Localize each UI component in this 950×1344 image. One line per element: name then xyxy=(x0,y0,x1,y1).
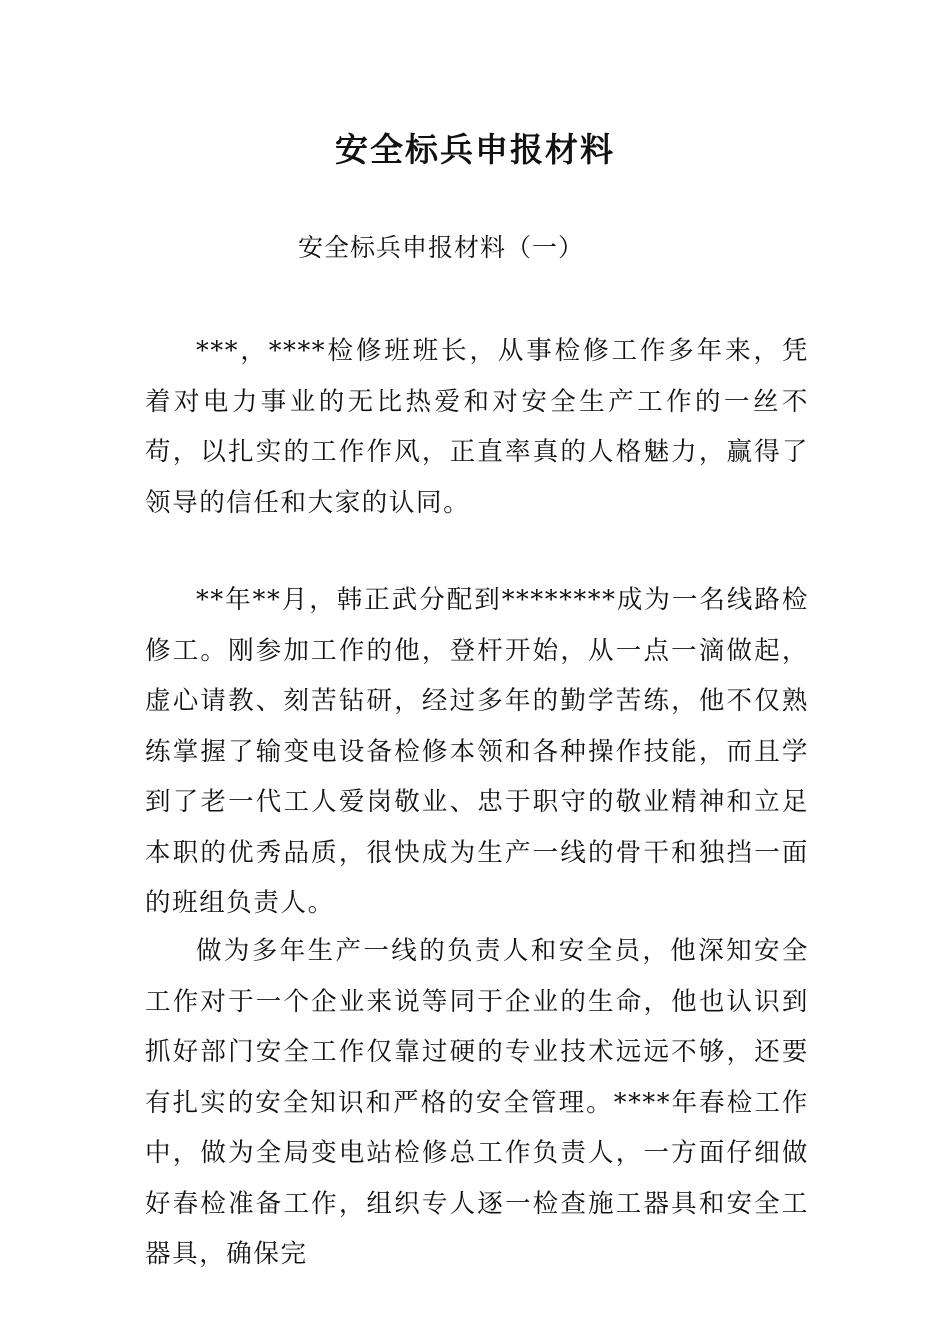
paragraph-3: 做为多年生产一线的负责人和安全员，他深知安全工作对于一个企业来说等同于企业的生命，他也认识到抓好部门安全工作仅靠过硬的专业技术远远不够，还要有扎实的安全知识和严格的安全管理。****年春检工作中，做为全局变电站检修总工作负责人，一方面仔细做好春检准备工作，组织专人逐一检查施工器具和安全工器具，确保完 xyxy=(145,936,809,1269)
document-subtitle: 安全标兵申报材料（一） xyxy=(298,233,585,262)
paragraph-2: **年**月，韩正武分配到********成为一名线路检修工。刚参加工作的他，登杆开始，从一点一滴做起，虚心请教、刻苦钻研，经过多年的勤学苦练，他不仅熟练掌握了输变电设备检修本领和各种操作技能，而且学到了老一代工人爱岗敬业、忠于职守的敬业精神和立足本职的优秀品质，很快成为生产一线的骨干和独挡一面的班组负责人。 xyxy=(145,585,809,918)
document-title: 安全标兵申报材料 xyxy=(335,130,615,169)
paragraph-1: ***，****检修班班长，从事检修工作多年来，凭着对电力事业的无比热爱和对安全生产工作的一丝不苟，以扎实的工作作风，正直率真的人格魅力，赢得了领导的信任和大家的认同。 xyxy=(145,336,809,518)
